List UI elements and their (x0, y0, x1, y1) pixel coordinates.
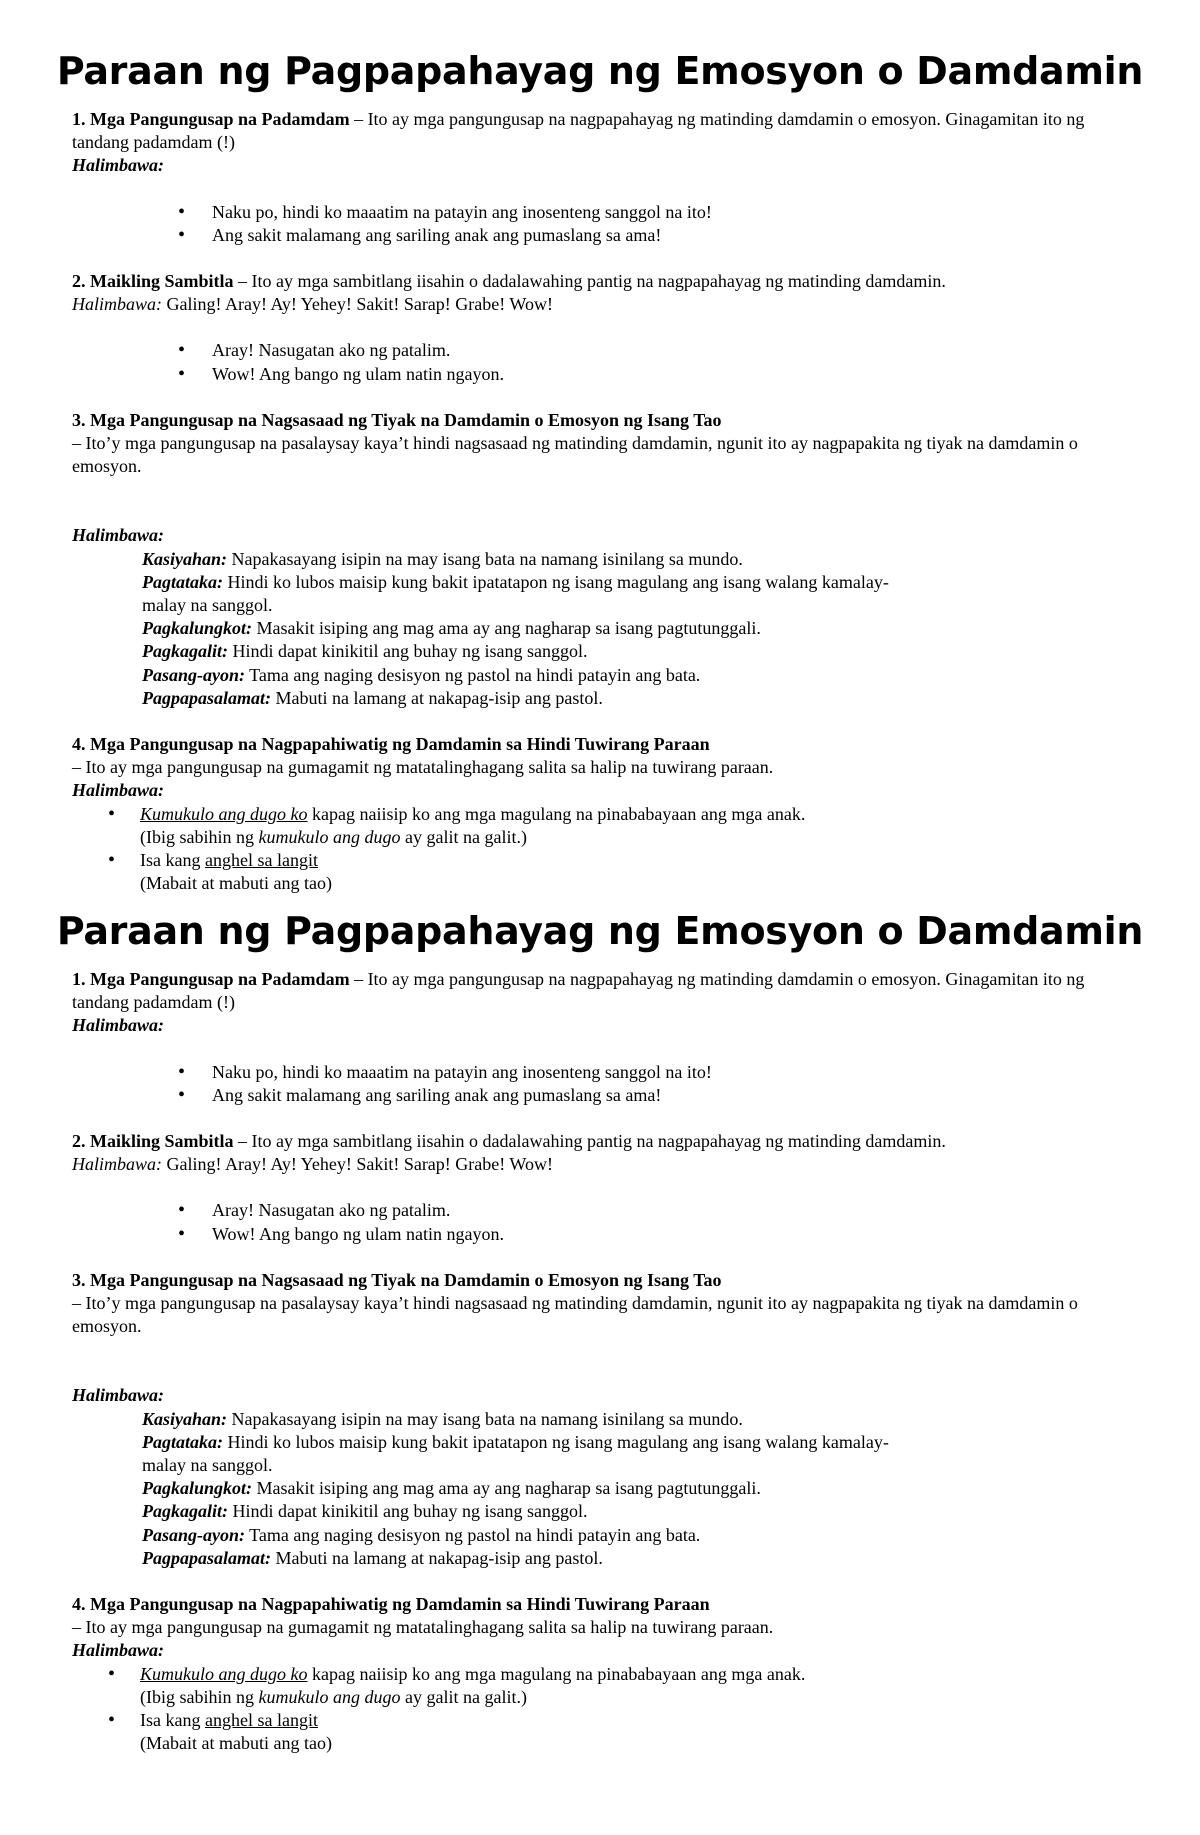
section-2-intro (72, 270, 1132, 293)
example-line (142, 1500, 1132, 1523)
section-2-words (72, 1153, 1132, 1176)
example-line (142, 687, 1132, 710)
emotion-label: Pasang-ayon: (142, 664, 245, 685)
list-item (72, 1709, 1132, 1732)
worksheet-copy-2 (0, 860, 1200, 1754)
explanation-line: (Mabait at mabuti ang tao) (140, 873, 332, 894)
page-title: Paraan ng Pagpapahayag ng Emosyon o Damdamin (56, 909, 1144, 953)
example-text: Hindi ko lubos maisip kung bakit ipatatapon ng isang magulang ang isang walang kamalay-malay na sanggol. (142, 571, 889, 616)
section-2-examples (72, 1199, 1132, 1245)
example-line (142, 617, 1132, 640)
emotion-label: Pagkagalit: (142, 641, 228, 662)
list-item: • Ang sakit malamang ang sariling anak ang pumaslang sa ama! (72, 224, 1132, 247)
section-3-description: – Ito’y mga pangungusap na pasalaysay kaya’t hindi nagsasaad ng matinding damdamin, ngunit ito ay nagpapakita ng tiyak na damdamin o emosyon. (72, 433, 1078, 477)
emotion-label: Pagkagalit: (142, 1501, 228, 1522)
section-1-intro (72, 108, 1132, 154)
sambitla-list: Galing! Aray! Ay! Yehey! Sakit! Sarap! Grabe! Wow! (162, 1154, 553, 1175)
example-text: Isa kang (140, 850, 205, 871)
idiom-text: kumukulo ang dugo (258, 1686, 401, 1707)
idiom-text: anghel sa langit (204, 850, 318, 871)
list-item: • Aray! Nasugatan ako ng patalim. (72, 339, 1132, 362)
worksheet-body (72, 968, 1132, 1755)
section-2-words (72, 293, 1132, 316)
section-1-description: – Ito ay mga pangungusap na nagpapahayag ng matinding damdamin o emosyon. Ginagamitan ito ng tandang padamdam (!) (72, 109, 1085, 153)
explanation-line (72, 1686, 1132, 1709)
example-label: Halimbawa: (72, 1015, 165, 1036)
example-label: Halimbawa: (72, 1640, 165, 1661)
section-3-heading: 3. Mga Pangungusap na Nagsasaad ng Tiyak na Damdamin o Emosyon ng Isang Tao (72, 1269, 722, 1290)
explanation-line: (Mabait at mabuti ang tao) (140, 1733, 332, 1754)
emotion-label: Pagkalungkot: (142, 1478, 253, 1499)
example-line (142, 1524, 1132, 1547)
section-2-heading: 2. Maikling Sambitla (72, 271, 234, 292)
sambitla-list: Galing! Aray! Ay! Yehey! Sakit! Sarap! Grabe! Wow! (162, 294, 553, 315)
section-4-heading: 4. Mga Pangungusap na Nagpapahiwatig ng Damdamin sa Hindi Tuwirang Paraan (72, 1594, 710, 1615)
example-label: Halimbawa: (72, 294, 162, 315)
emotion-label: Kasiyahan: (142, 548, 228, 569)
emotion-label: Pagkalungkot: (142, 618, 253, 639)
idiom-text: kumukulo ang dugo (258, 826, 401, 847)
example-text: Napakasayang isipin na may isang bata na namang isinilang sa mundo. (227, 1408, 743, 1429)
example-label: Halimbawa: (72, 525, 165, 546)
example-line (142, 548, 1132, 571)
section-4-description: – Ito ay mga pangungusap na gumagamit ng matatalinghagang salita sa halip na tuwirang paraan. (72, 1617, 774, 1638)
section-1-examples (72, 1061, 1132, 1107)
section-4-description: – Ito ay mga pangungusap na gumagamit ng matatalinghagang salita sa halip na tuwirang paraan. (72, 757, 774, 778)
example-line (142, 1408, 1132, 1431)
section-2-heading: 2. Maikling Sambitla (72, 1131, 234, 1152)
example-text: Hindi dapat kinikitil ang buhay ng isang sanggol. (228, 1501, 588, 1522)
section-2-intro (72, 1130, 1132, 1153)
example-label: Halimbawa: (72, 780, 165, 801)
example-text: Masakit isiping ang mag ama ay ang nagharap sa isang pagtutunggali. (252, 1478, 761, 1499)
example-text: Tama ang naging desisyon ng pastol na hindi patayin ang bata. (245, 1524, 701, 1545)
example-text: kapag naiisip ko ang mga magulang na pinababayaan ang mga anak. (307, 1663, 806, 1684)
example-text: Isa kang (140, 1710, 205, 1731)
list-item: • Aray! Nasugatan ako ng patalim. (72, 1199, 1132, 1222)
explanation-text: ay galit na galit.) (400, 826, 527, 847)
example-text: Masakit isiping ang mag ama ay ang nagharap sa isang pagtutunggali. (252, 618, 761, 639)
example-line (142, 1431, 932, 1477)
example-text: Hindi ko lubos maisip kung bakit ipatatapon ng isang magulang ang isang walang kamalay-malay na sanggol. (142, 1431, 889, 1476)
emotion-label: Pagpapasalamat: (142, 1547, 271, 1568)
section-1-intro (72, 968, 1132, 1014)
section-1-examples (72, 201, 1132, 247)
idiom-text: Kumukulo ang dugo ko (140, 1663, 308, 1684)
emotion-label: Pagtataka: (142, 571, 223, 592)
example-text: Hindi dapat kinikitil ang buhay ng isang sanggol. (228, 641, 588, 662)
example-line (142, 1547, 1132, 1570)
example-line (142, 571, 932, 617)
section-3-examples (72, 1408, 1132, 1570)
idiom-text: anghel sa langit (204, 1710, 318, 1731)
section-3-description: – Ito’y mga pangungusap na pasalaysay kaya’t hindi nagsasaad ng matinding damdamin, ngunit ito ay nagpapakita ng tiyak na damdamin o emosyon. (72, 1293, 1078, 1337)
example-label: Halimbawa: (72, 155, 165, 176)
section-4-intro (72, 733, 1132, 779)
list-item (72, 1663, 1132, 1686)
section-4-examples (72, 1663, 1132, 1756)
emotion-label: Kasiyahan: (142, 1408, 228, 1429)
example-text: Tama ang naging desisyon ng pastol na hindi patayin ang bata. (245, 664, 701, 685)
list-item: • Naku po, hindi ko maaatim na patayin ang inosenteng sanggol na ito! (72, 201, 1132, 224)
worksheet-body (72, 108, 1132, 895)
section-3-intro (72, 409, 1132, 479)
section-3-examples (72, 548, 1132, 710)
idiom-text: Kumukulo ang dugo ko (140, 803, 308, 824)
example-text: Mabuti na lamang at nakapag-isip ang pastol. (271, 1547, 603, 1568)
section-3-intro (72, 1269, 1132, 1339)
example-text: Napakasayang isipin na may isang bata na namang isinilang sa mundo. (227, 548, 743, 569)
emotion-label: Pagpapasalamat: (142, 687, 271, 708)
example-line (142, 664, 1132, 687)
explanation-line (72, 826, 1132, 849)
section-2-examples (72, 339, 1132, 385)
section-4-heading: 4. Mga Pangungusap na Nagpapahiwatig ng Damdamin sa Hindi Tuwirang Paraan (72, 734, 710, 755)
emotion-label: Pasang-ayon: (142, 1524, 245, 1545)
list-item: • Wow! Ang bango ng ulam natin ngayon. (72, 1223, 1132, 1246)
section-4-intro (72, 1593, 1132, 1639)
explanation-text: ay galit na galit.) (400, 1686, 527, 1707)
example-line (142, 1477, 1132, 1500)
section-1-description: – Ito ay mga pangungusap na nagpapahayag ng matinding damdamin o emosyon. Ginagamitan ito ng tandang padamdam (!) (72, 969, 1085, 1013)
example-line (142, 640, 1132, 663)
example-text: Mabuti na lamang at nakapag-isip ang pastol. (271, 687, 603, 708)
explanation-text: (Ibig sabihin ng (140, 826, 259, 847)
example-label: Halimbawa: (72, 1385, 165, 1406)
section-1-heading: 1. Mga Pangungusap na Padamdam (72, 109, 350, 129)
list-item (72, 803, 1132, 826)
list-item: • Wow! Ang bango ng ulam natin ngayon. (72, 363, 1132, 386)
list-item: • Naku po, hindi ko maaatim na patayin ang inosenteng sanggol na ito! (72, 1061, 1132, 1084)
emotion-label: Pagtataka: (142, 1431, 223, 1452)
section-3-heading: 3. Mga Pangungusap na Nagsasaad ng Tiyak na Damdamin o Emosyon ng Isang Tao (72, 409, 722, 430)
example-text: kapag naiisip ko ang mga magulang na pinababayaan ang mga anak. (307, 803, 806, 824)
page-title: Paraan ng Pagpapahayag ng Emosyon o Damdamin (56, 49, 1144, 93)
section-2-description: – Ito ay mga sambitlang iisahin o dadalawahing pantig na nagpapahayag ng matinding damdamin. (233, 271, 946, 292)
explanation-text: (Ibig sabihin ng (140, 1686, 259, 1707)
example-label: Halimbawa: (72, 1154, 162, 1175)
list-item: • Ang sakit malamang ang sariling anak ang pumaslang sa ama! (72, 1084, 1132, 1107)
worksheet-copy-1 (0, 0, 1200, 894)
section-1-heading: 1. Mga Pangungusap na Padamdam (72, 969, 350, 989)
section-2-description: – Ito ay mga sambitlang iisahin o dadalawahing pantig na nagpapahayag ng matinding damdamin. (233, 1131, 946, 1152)
